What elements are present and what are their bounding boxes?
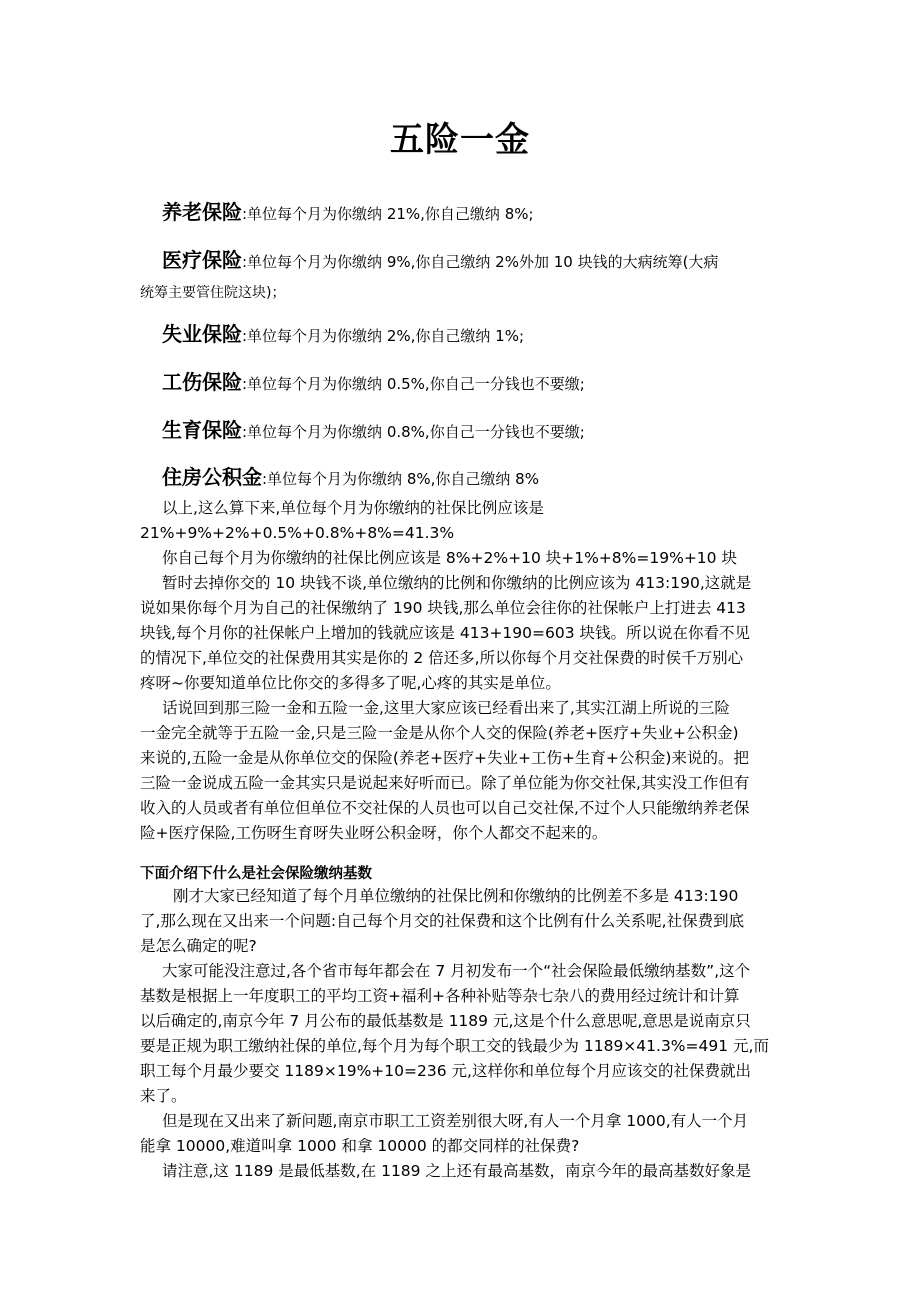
paragraph-line: 的情况下,单位交的社保费用其实是你的 2 倍还多,所以你每个月交社保费的时侯千万别心 (140, 649, 744, 667)
insurance-name: 养老保险 (162, 200, 242, 224)
paragraph-line: 险+医疗保险,工伤呀生育呀失业呀公积金呀，你个人都交不起来的。 (140, 824, 608, 842)
insurance-name: 医疗保险 (162, 248, 242, 272)
paragraph-line: 21%+9%+2%+0.5%+0.8%+8%=41.3% (140, 524, 455, 542)
insurance-desc: :单位每个月为你缴纳 8%,你自己缴纳 8% (262, 470, 539, 488)
paragraph-line: 以上,这么算下来,单位每个月为你缴纳的社保比例应该是 (162, 499, 544, 517)
insurance-name: 失业保险 (162, 322, 242, 346)
paragraph-line: 能拿 10000,难道叫拿 1000 和拿 10000 的都交同样的社保费? (140, 1137, 580, 1155)
insurance-name: 住房公积金 (162, 465, 262, 489)
paragraph-line: 暂时去掉你交的 10 块钱不谈,单位缴纳的比例和你缴纳的比例应该为 413:190,这就是 (162, 574, 752, 592)
paragraph-line: 一金完全就等于五险一金,只是三险一金是从你个人交的保险(养老+医疗+失业+公积金) (140, 724, 739, 742)
paragraph-line: 收入的人员或者有单位但单位不交社保的人员也可以自己交社保,不过个人只能缴纳养老保 (140, 799, 750, 817)
insurance-desc: :单位每个月为你缴纳 9%,你自己缴纳 2%外加 10 块钱的大病统筹(大病 (242, 253, 719, 271)
paragraph-line: 职工每个月最少要交 1189×19%+10=236 元,这样你和单位每个月应该交的社保费就出 (140, 1062, 751, 1080)
paragraph-line: 了,那么现在又出来一个问题:自己每个月交的社保费和这个比例有什么关系呢,社保费到底 (140, 912, 745, 930)
insurance-name: 工伤保险 (162, 370, 242, 394)
insurance-name: 生育保险 (162, 418, 242, 442)
paragraph-line: 要是正规为职工缴纳社保的单位,每个月为每个职工交的钱最少为 1189×41.3%=491 元,而 (140, 1037, 769, 1055)
insurance-item-pension (162, 196, 534, 225)
paragraph-line: 你自己每个月为你缴纳的社保比例应该是 8%+2%+10 块+1%+8%=19%+10 块 (162, 549, 737, 567)
insurance-item-injury (162, 366, 585, 395)
paragraph-line: 刚才大家已经知道了每个月单位缴纳的社保比例和你缴纳的比例差不多是 413:190 (173, 887, 739, 905)
paragraph-line: 但是现在又出来了新问题,南京市职工工资差别很大呀,有人一个月拿 1000,有人一个月 (162, 1112, 749, 1130)
section-heading: 下面介绍下什么是社会保险缴纳基数 (140, 866, 372, 882)
paragraph-line: 来说的,五险一金是从你单位交的保险(养老+医疗+失业+工伤+生育+公积金)来说的。把 (140, 749, 749, 767)
paragraph-line: 以后确定的,南京今年 7 月公布的最低基数是 1189 元,这是个什么意思呢,意思是说南京只 (140, 1012, 751, 1030)
insurance-desc-continuation: 统筹主要管住院这块)； (140, 285, 286, 301)
paragraph-line: 话说回到那三险一金和五险一金,这里大家应该已经看出来了,其实江湖上所说的三险 (162, 699, 730, 717)
insurance-desc: :单位每个月为你缴纳 0.5%,你自己一分钱也不要缴; (242, 375, 585, 393)
insurance-item-housing-fund (162, 461, 539, 490)
paragraph-line: 来了。 (140, 1087, 187, 1105)
paragraph-line: 三险一金说成五险一金其实只是说起来好听而已。除了单位能为你交社保,其实没工作但有 (140, 774, 750, 792)
page-title: 五险一金 (390, 120, 530, 160)
insurance-item-maternity (162, 414, 585, 443)
insurance-desc: :单位每个月为你缴纳 2%,你自己缴纳 1%; (242, 327, 525, 345)
insurance-item-medical (162, 244, 718, 273)
paragraph-line: 大家可能没注意过,各个省市每年都会在 7 月初发布一个“社会保险最低缴纳基数”,这个 (162, 962, 751, 980)
paragraph-line: 说如果你每个月为自己的社保缴纳了 190 块钱,那么单位会往你的社保帐户上打进去 413 (140, 599, 746, 617)
paragraph-line: 基数是根据上一年度职工的平均工资+福利+各种补贴等杂七杂八的费用经过统计和计算 (140, 987, 740, 1005)
paragraph-line: 是怎么确定的呢? (140, 937, 257, 955)
paragraph-line: 请注意,这 1189 是最低基数,在 1189 之上还有最高基数，南京今年的最高基数好象是 (162, 1162, 751, 1180)
paragraph-line: 块钱,每个月你的社保帐户上增加的钱就应该是 413+190=603 块钱。所以说在你看不见 (140, 624, 751, 642)
insurance-desc: :单位每个月为你缴纳 0.8%,你自己一分钱也不要缴; (242, 423, 585, 441)
insurance-item-unemployment (162, 318, 524, 347)
insurance-desc: :单位每个月为你缴纳 21%,你自己缴纳 8%; (242, 205, 534, 223)
paragraph-line: 疼呀~你要知道单位比你交的多得多了呢,心疼的其实是单位。 (140, 674, 561, 692)
